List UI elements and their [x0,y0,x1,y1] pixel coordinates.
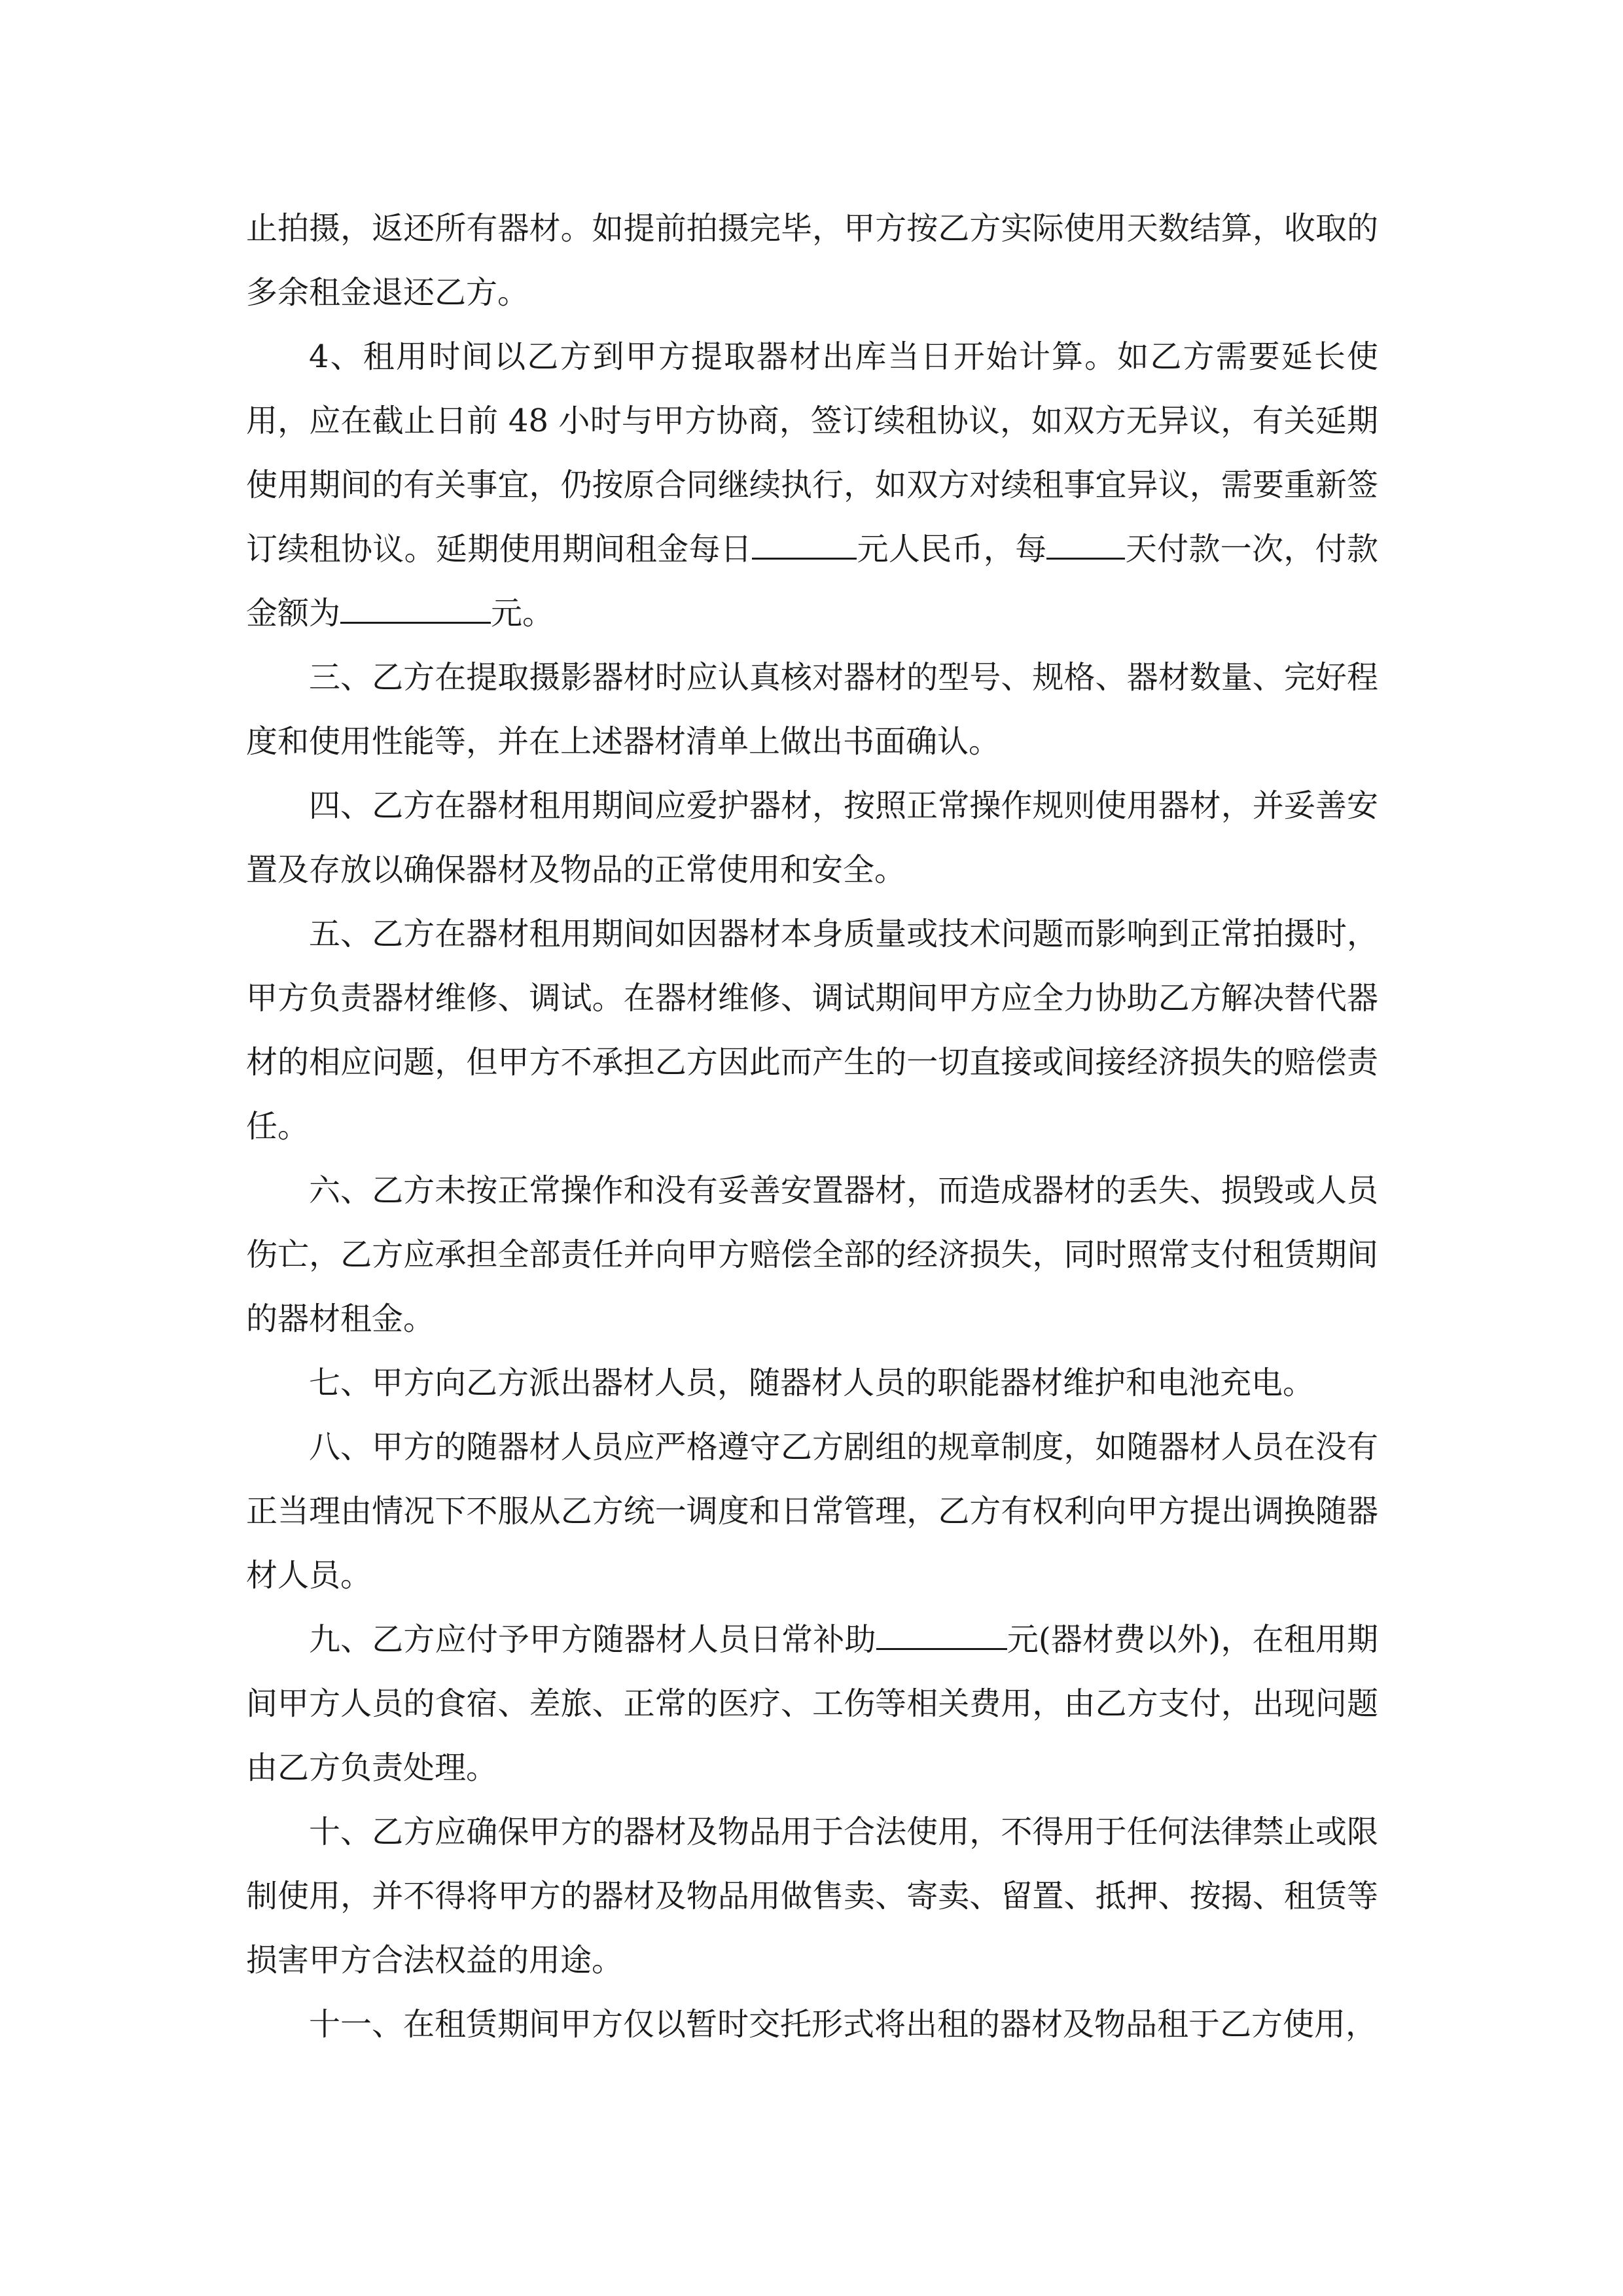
paragraph-clause-7 [246,1351,1378,1415]
paragraph-text: 七、甲方向乙方派出器材人员，随器材人员的职能器材维护和电池充电。 [309,1365,1315,1401]
paragraph-text: 4、租用时间以乙方到甲方提取器材出库当日开始计算。如乙方需要延长使用，应在截止日前 48 小时与甲方协商，签订续租协议，如双方无异议，有关延期使用期间的有关事宜，仍按原合同继续执行，如双方对续租事宜异议，需要重新签订续租协议。延期使用期间租金每日 [246,338,1378,567]
blank-daily-allowance [876,1619,1007,1650]
paragraph-text: 十一、在租赁期间甲方仅以暂时交托形式将出租的器材及物品租于乙方使用， [309,2006,1378,2043]
paragraph-text: 八、甲方的随器材人员应严格遵守乙方剧组的规章制度，如随器材人员在没有正当理由情况下不服从乙方统一调度和日常管理，乙方有权利向甲方提出调换随器材人员。 [246,1429,1378,1594]
paragraph-clause-4 [246,774,1378,902]
paragraph-text: 止拍摄，返还所有器材。如提前拍摄完毕，甲方按乙方实际使用天数结算，收取的多余租金退还乙方。 [246,210,1378,311]
paragraph-text: 十、乙方应确保甲方的器材及物品用于合法使用，不得用于任何法律禁止或限制使用，并不得将甲方的器材及物品用做售卖、寄卖、留置、抵押、按揭、租赁等损害甲方合法权益的用途。 [246,1814,1378,1979]
paragraph-continuation [246,196,1378,325]
paragraph-text: 九、乙方应付予甲方随器材人员日常补助 [309,1621,876,1658]
paragraph-clause-3 [246,645,1378,774]
blank-payment-amount [340,593,491,624]
paragraph-text: 天付款一次，付款金额为 [246,531,1378,632]
paragraph-clause-10 [246,1800,1378,1992]
document-body [246,196,1378,2056]
paragraph-rental-period [246,325,1378,645]
paragraph-text: 六、乙方未按正常操作和没有妥善安置器材，而造成器材的丢失、损毁或人员伤亡，乙方应承担全部责任并向甲方赔偿全部的经济损失，同时照常支付租赁期间的器材租金。 [246,1172,1378,1337]
paragraph-text: 三、乙方在提取摄影器材时应认真核对器材的型号、规格、器材数量、完好程度和使用性能等，并在上述器材清单上做出书面确认。 [246,659,1378,760]
paragraph-text: 四、乙方在器材租用期间应爱护器材，按照正常操作规则使用器材，并妥善安置及存放以确保器材及物品的正常使用和安全。 [246,787,1378,888]
paragraph-clause-9 [246,1607,1378,1800]
paragraph-clause-5 [246,902,1378,1158]
paragraph-clause-8 [246,1415,1378,1607]
paragraph-clause-6 [246,1158,1378,1351]
paragraph-text: 五、乙方在器材租用期间如因器材本身质量或技术问题而影响到正常拍摄时，甲方负责器材维修、调试。在器材维修、调试期间甲方应全力协助乙方解决替代器材的相应问题，但甲方不承担乙方因此而产生的一切直接或间接经济损失的赔偿责任。 [246,916,1378,1145]
paragraph-text: 元人民币，每 [857,531,1047,567]
blank-payment-days [1046,529,1125,560]
paragraph-clause-11 [246,1992,1378,2056]
paragraph-text: 元。 [491,595,554,632]
paragraph-text: 元(器材费以外)，在租用期间甲方人员的食宿、差旅、正常的医疗、工伤等相关费用，由乙方支付，出现问题由乙方负责处理。 [246,1621,1378,1786]
blank-daily-rent [752,529,857,560]
